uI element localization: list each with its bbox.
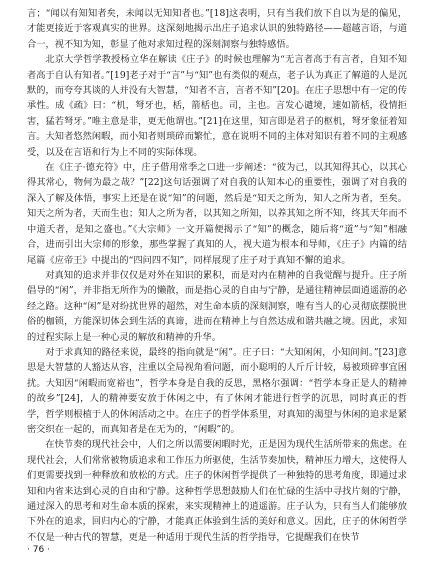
paragraph-4: 对真知的追求并非仅仅是对外在知识的累积，而是对内在精神的自我觉醒与提升。庄子所倡导的“闲”，并非指无所作为的懒散，而是指心灵的自由与宁静，是通往精神层面逍遥游的必经之路。这种“闲”是对纷扰世界的超然，对生命本质的深刻洞察，唯有当人的心灵彻底摆脱世俗的枷锁，方能深切体会到生活的真谛，进而在精神上与自然达成和谐共融之境。因此，求知的过程实际上是一种心灵的解放和精神的升华。 — [27, 269, 407, 343]
page-number: · 76 · — [27, 545, 50, 555]
paragraph-2: 北京大学哲学教授杨立华在解读《庄子》的时候也理解为“无言者高于有言者，自知不知者高于自认有知者。”[19]老子对于“言”与“知”也有类似的观点，老子认为真正了解道的人是沉默的，而夸夸其谈的人并没有大智慧，“知者不言，言者不知”[20]。在庄子思想中有一定的传承性。成《疏》曰：“机，弩牙也，栝，箭栝也。司，主也。言发心谴境，速如箭栝，役情拒害，猛若弩牙。”唯主意是非，更无他谓也。”[21]在这里，知言即是君子的枢机，弩牙象征着知言。大知者悠然闲暇，而小知者则琐碎而繁忙，意在说明不同的主体对知识有着不同的主观感受，以及在言语和行为上不同的实际体现。 — [27, 54, 407, 158]
paragraph-6: 在快节奏的现代社会中，人们之所以需要闲暇时光，正是因为现代生活所带来的焦虑。在现代社会，人们常常被物质追求和工作压力所驱使，生活节奏加快，精神压力增大，这使得人们更需要找到一种释放和放松的方式。庄子的休闲哲学提供了一种独特的思考角度，即通过求知和内省来达到心灵的自由和宁静。这种哲学思想鼓励人们在忙碌的生活中寻找片刻的宁静，通过深入的思考和对生命本质的探索，来实现精神上的逍遥游。庄子认为，只有当人们能够放下外在的追求，回归内心的宁静，才能真正体验到生活的美好和意义。因此，庄子的休闲哲学不仅是一种古代的智慧，更是一种适用于现代生活的哲学指导，它提醒我们在快节 — [27, 439, 407, 543]
paragraph-1: 言；“闻以有知知者矣，未闻以无知知者也。”[18]这表明，只有当我们放下自以为是的偏见，才能更接近于客观真实的世界。这深刻地揭示出庄子追求认识的独特路径——超越言语，与道合一，视不知为知，彰显了他对求知过程的深刻洞察与独特感悟。 — [27, 8, 407, 50]
document-body — [27, 6, 407, 545]
paragraph-5: 对于求真知的路径来说，最终的指向就是“闲”。庄子曰：“大知闲闲，小知间间。”[23]意思是大智慧的人豁达从容，注重以全局视角看问题，而小聪明的人斤斤计较，易被琐碎事宜困扰。大知因“闲暇而宽裕也”，哲学本身是自我的反思，黑格尔强调：“哲学本身正是人的精神的故乡”[24]，人的精神要安放于休闲之中，有了休闲才能进行哲学的沉思，同时真正的哲学，哲学则根植于人的休闲活动之中。在庄子的哲学体系里，对真知的渴望与休闲的追求是紧密交织在一起的，而真知者是在无为的，“闲暇”的。 — [27, 346, 407, 435]
paragraph-3: 在《庄子·德充符》中，庄子借用常季之口进一步阐述：“彼为己，以其知得其心，以其心得其常心，物何为最之哉？”[22]这句话强调了对自我的认知本心的重要性，强调了对自我的深入了解及体悟，事实上还是在说“知”的问题，然后是“知天之所为，知人之所为者，至矣。知天之所为者，天而生也；知人之所为者，以其知之所知，以养其知之所不知，终其天年而不中道夭者，是知之盛也。”《大宗师》一文开篇便揭示了“知”的概念，随后将“道”与“知”相融合，进而引出大宗师的形象，那些掌握了真知的人，视大道为根本和导师，《庄子》内篇的结尾篇《应帝王》中提出的“四问四不知”，同样展现了庄子对于真知不懈的追求。 — [27, 162, 407, 266]
